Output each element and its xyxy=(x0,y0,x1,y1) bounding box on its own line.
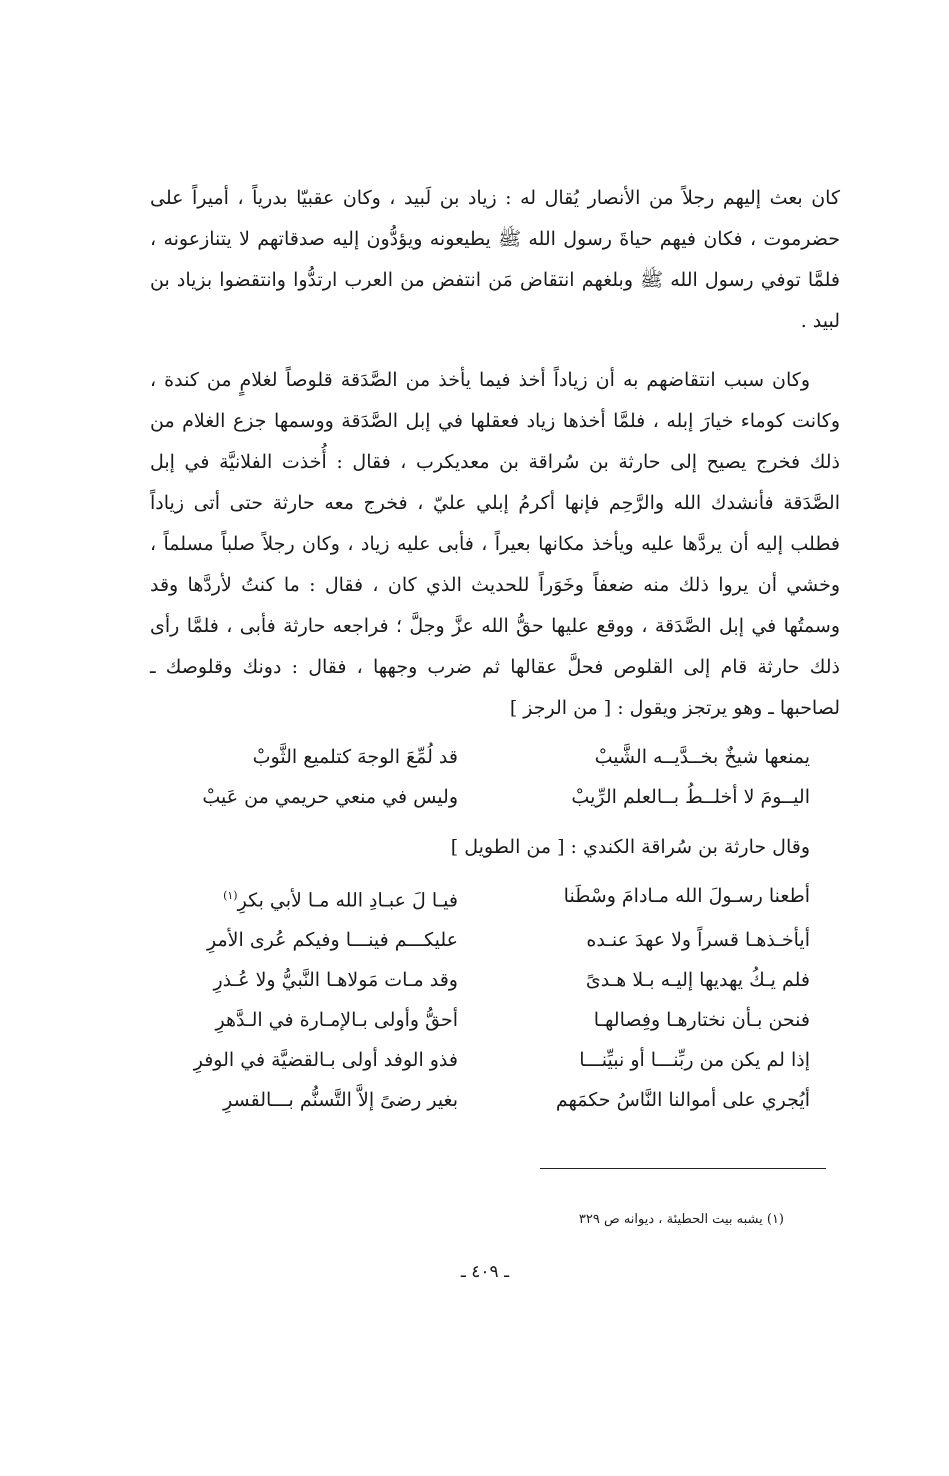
footnote-marker: (١) xyxy=(223,889,238,902)
verse-second-hemistich: وليس في منعي حريمي من عَيبْ xyxy=(202,786,458,808)
paragraph-2: وكان سبب انتقاضهم به أن زياداً أخذ فيما يأخذ من الصَّدَقة قلوصاً لغلامٍ من كندة ، وكانت كوماء خيارَ إبله ، فلمَّا أخذها زياد فعقلها في إبل الصَّدَقة ووسمها جزع الغلام من ذلك فخرج يصيح إلى حارثة بن سُراقة بن معديكرب ، فقال : أُخذت الفلانيَّة في إبل الصَّدَقة فأنشدك الله والرَّحِم فإنها أكرمُ إبلي عليّ ، فخرج معه حارثة حتى أتى زياداً فطلب إليه أن يردَّها عليه ويأخذ مكانها بعيراً ، فأبى عليه زياد ، وكان رجلاً صلباً مسلماً ، وخشي أن يروا ذلك منه ضعفاً وخَوَراً للحديث الذي كان ، فقال : ما كنتُ لأردَّها وقد وسمتُها في إبل الصَّدَقة ، ووقع عليها حقُّ الله عزَّ وجلَّ ؛ فراجعه حارثة فأبى ، فلمَّا رأى ذلك حارثة قام إلى القلوص فحلَّ عقالها ثم ضرب وجهها ، فقال : دونك وقلوصك ـ لصاحبها ـ وهو يرتجز ويقول : [ من الرجز ] xyxy=(150,369,840,719)
intro-tawil: وقال حارثة بن سُراقة الكندي : [ من الطويل ] xyxy=(450,836,810,858)
verses-tawil xyxy=(150,876,840,1120)
verse-second-hemistich: أحقُّ وأولى بـالإمـارة في الـدَّهرِ xyxy=(215,1009,458,1032)
verse-first-hemistich: يمنعها شيخٌ بخــدَّيــه الشَّيبْ xyxy=(594,746,810,768)
verse-second-hemistich: عليكـــم فينـــا وفيكم عُرى الأمرِ xyxy=(207,929,458,952)
verse-line xyxy=(150,920,840,960)
verse-line xyxy=(150,1000,840,1040)
verse-second-hemistich xyxy=(168,876,458,920)
page-number: ـ ٤٠٩ ـ xyxy=(460,1262,510,1282)
verse-line xyxy=(150,876,840,920)
verse-first-hemistich: فلم يـكُ يهديها إليـه بـلا هـدىً xyxy=(585,969,810,992)
verse-second-hemistich: وقد مـات مَولاهـا النَّبيُّ ولا عُـذرِ xyxy=(213,969,458,992)
verse-line xyxy=(150,960,840,1000)
paragraph-1: كان بعث إليهم رجلاً من الأنصار يُقال له : زياد بن لَبيد ، وكان عقبيّا بدرياً ، أميراً على حضرموت ، فكان فيهم حياةَ رسول الله ﷺ يطيعونه ويؤدُّون إليه صدقاتهم لا يتنازعونه ، فلمَّا توفي رسول الله ﷺ وبلغهم انتقاض مَن انتفض من العرب ارتدُّوا وانتقضوا بزياد بن لبيد . xyxy=(150,187,840,332)
verse-text: فيـا لَ عبـادِ الله مـا لأبي بكرِ xyxy=(237,889,458,912)
verse-first-hemistich: اليــومَ لا أخلــطُ بــالعلم الرِّيبْ xyxy=(571,786,810,808)
verse-second-hemistich: فذو الوفد أولى بـالقضيَّة في الوفرِ xyxy=(193,1049,458,1072)
verse-first-hemistich: أيأخـذهـا قسراً ولا عهدَ عنـده xyxy=(586,929,810,952)
verse-line xyxy=(150,737,840,777)
verse-line xyxy=(150,1040,840,1080)
verse-line xyxy=(150,1080,840,1120)
footnote: (١) يشبه بيت الحطيئة ، ديوانه ص ٣٢٩ xyxy=(578,1212,784,1227)
verse-second-hemistich: بغير رضىً إلاَّ التَّسنُّم بـــالقسرِ xyxy=(223,1089,458,1112)
verse-first-hemistich: إذا لم يكن من ربِّنـــا أو نبيِّنـــا xyxy=(579,1049,810,1072)
verse-second-hemistich: قد لُمِّعَ الوجهَ كتلميع الثَّوبْ xyxy=(252,746,458,768)
verse-first-hemistich: أطعنا رسـولَ الله مـادامَ وسْطَنا xyxy=(563,885,810,907)
verse-first-hemistich: أيُجري على أموالنا النَّاسُ حكمَهم xyxy=(555,1089,810,1112)
verses-rajaz xyxy=(150,737,840,817)
verse-line xyxy=(150,777,840,817)
verse-first-hemistich: فنحن بـأن نختارهـا وفِصالهـا xyxy=(593,1009,810,1032)
page-body xyxy=(150,178,840,1130)
footnote-rule xyxy=(540,1168,826,1169)
